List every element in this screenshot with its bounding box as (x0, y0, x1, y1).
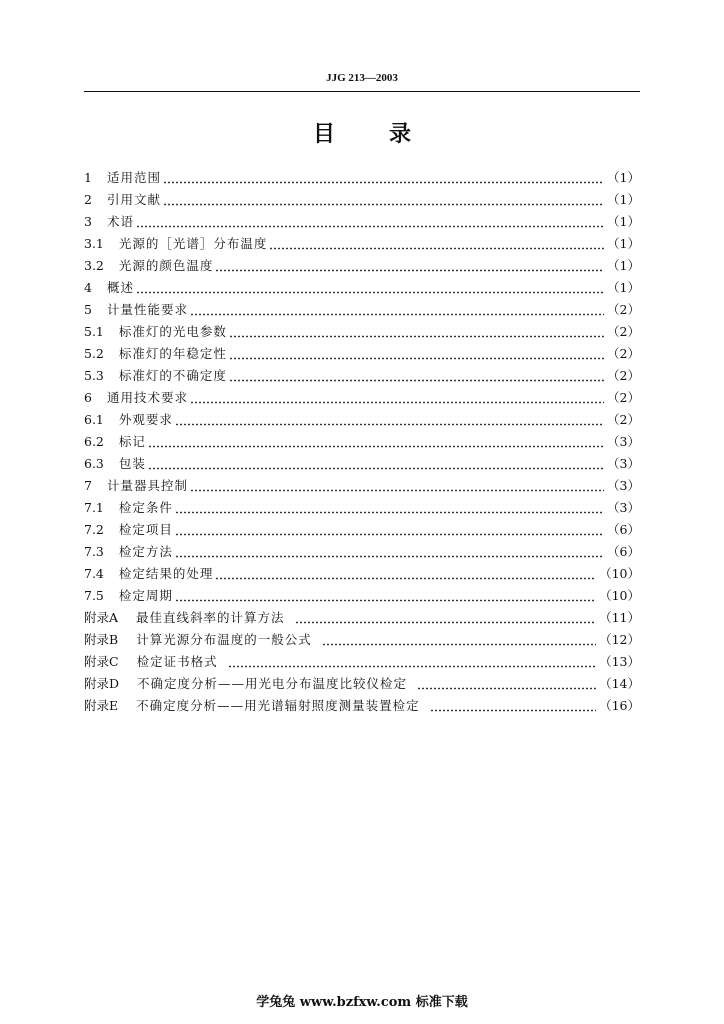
toc-entry (84, 233, 640, 255)
dot-leader (269, 233, 604, 255)
toc-entry (84, 211, 640, 233)
toc-entry (84, 673, 640, 695)
toc-entry-title: 检定条件 (118, 500, 173, 515)
dot-leader (215, 563, 596, 585)
toc-entry-page: （1） (607, 280, 640, 295)
toc-entry-title: 检定周期 (118, 588, 173, 603)
toc-entry-number: 7.1 (84, 500, 104, 515)
dot-leader (295, 607, 597, 629)
toc-entry (84, 453, 640, 475)
toc-entry-title: 不确定度分析——用光谱辐射照度测量装置检定 (136, 698, 420, 713)
toc-entry-title: 标准灯的年稳定性 (118, 346, 227, 361)
toc-entry-number: 5.2 (84, 346, 104, 361)
dot-leader (175, 497, 604, 519)
toc-entry-title: 检定项目 (118, 522, 173, 537)
toc-entry-number: 附录D (84, 676, 120, 691)
toc-entry-title: 计量器具控制 (106, 478, 188, 493)
dot-leader (190, 475, 604, 497)
dot-leader (148, 453, 604, 475)
header-rule (84, 91, 640, 92)
dot-leader (228, 651, 597, 673)
toc-entry-page: （2） (607, 346, 640, 361)
toc-entry-title: 检定方法 (118, 544, 173, 559)
toc-entry-number: 5.3 (84, 368, 104, 383)
toc-entry (84, 519, 640, 541)
toc-entry (84, 387, 640, 409)
toc-entry-page: （16） (599, 698, 640, 713)
toc-entry (84, 607, 640, 629)
toc-entry-title: 最佳直线斜率的计算方法 (136, 610, 285, 625)
toc-entry-page: （3） (607, 456, 640, 471)
dot-leader (163, 167, 604, 189)
toc-entry-page: （10） (599, 566, 640, 581)
toc-entry-page: （2） (607, 368, 640, 383)
toc-entry-number: 附录E (84, 698, 119, 713)
dot-leader (136, 211, 604, 233)
toc-entry (84, 585, 640, 607)
toc-entry-number: 附录C (84, 654, 119, 669)
toc-entry (84, 409, 640, 431)
toc-entry-title: 术语 (106, 214, 134, 229)
toc-entry (84, 651, 640, 673)
toc-entry-title: 标准灯的不确定度 (118, 368, 227, 383)
dot-leader (175, 585, 596, 607)
toc-entry-number: 6.3 (84, 456, 104, 471)
toc-entry-page: （1） (607, 214, 640, 229)
toc-entry-title: 光源的颜色温度 (118, 258, 214, 273)
toc-entry-page: （14） (599, 676, 640, 691)
toc-entry-title: 包装 (118, 456, 146, 471)
toc-entry (84, 563, 640, 585)
toc-entry (84, 475, 640, 497)
toc-entry (84, 167, 640, 189)
toc-entry-page: （3） (607, 434, 640, 449)
toc-entry-number: 7.3 (84, 544, 104, 559)
toc-entry (84, 431, 640, 453)
toc-entry (84, 343, 640, 365)
dot-leader (322, 629, 596, 651)
toc-entry-number: 6.1 (84, 412, 104, 427)
dot-leader (175, 541, 604, 563)
toc-entry-number: 3.1 (84, 236, 104, 251)
toc-entry-number: 4 (84, 280, 92, 295)
toc-entry-number: 附录A (84, 610, 119, 625)
toc-entry-title: 外观要求 (118, 412, 173, 427)
toc-entry-page: （11） (599, 610, 640, 625)
toc-entry-page: （10） (599, 588, 640, 603)
page-title: 目录 (312, 121, 465, 147)
toc-entry-page: （1） (607, 258, 640, 273)
dot-leader (148, 431, 604, 453)
toc-entry (84, 189, 640, 211)
dot-leader (190, 387, 604, 409)
toc-entry-page: （2） (607, 390, 640, 405)
toc-entry-title: 不确定度分析——用光电分布温度比较仪检定 (137, 676, 408, 691)
toc-entry-page: （12） (599, 632, 640, 647)
toc-entry-title: 计算光源分布温度的一般公式 (136, 632, 312, 647)
toc-entry-page: （3） (607, 500, 640, 515)
toc-entry-number: 7.2 (84, 522, 104, 537)
toc-entry-number: 1 (84, 170, 92, 185)
toc-entry (84, 497, 640, 519)
dot-leader (163, 189, 604, 211)
toc-entry-title: 检定证书格式 (136, 654, 218, 669)
toc-entry (84, 365, 640, 387)
dot-leader (190, 299, 604, 321)
dot-leader (430, 695, 596, 717)
toc-entry (84, 541, 640, 563)
toc-entry-page: （1） (607, 236, 640, 251)
toc-entry-title: 标准灯的光电参数 (118, 324, 227, 339)
toc-entry-number: 7.4 (84, 566, 104, 581)
toc-entry-page: （1） (607, 192, 640, 207)
dot-leader (417, 673, 596, 695)
toc-entry (84, 299, 640, 321)
toc-entry-number: 6.2 (84, 434, 104, 449)
toc-entry-number: 3 (84, 214, 92, 229)
dot-leader (136, 277, 604, 299)
toc-entry-page: （2） (607, 412, 640, 427)
toc-entry-title: 适用范围 (106, 170, 161, 185)
toc-entry-number: 附录B (84, 632, 119, 647)
toc-entry (84, 695, 640, 717)
toc-entry-page: （3） (607, 478, 640, 493)
table-of-contents (84, 167, 640, 717)
toc-entry-number: 7 (84, 478, 92, 493)
dot-leader (229, 321, 604, 343)
toc-entry (84, 277, 640, 299)
document-code: JJG 213—2003 (326, 72, 398, 84)
toc-entry-title: 检定结果的处理 (118, 566, 214, 581)
toc-entry-title: 引用文献 (106, 192, 161, 207)
dot-leader (229, 365, 604, 387)
toc-entry (84, 629, 640, 651)
toc-entry-number: 3.2 (84, 258, 104, 273)
toc-entry-title: 概述 (106, 280, 134, 295)
toc-entry (84, 321, 640, 343)
dot-leader (215, 255, 604, 277)
toc-entry-page: （2） (607, 302, 640, 317)
dot-leader (229, 343, 604, 365)
toc-entry-title: 计量性能要求 (106, 302, 188, 317)
toc-entry-page: （6） (607, 544, 640, 559)
toc-entry-page: （2） (607, 324, 640, 339)
dot-leader (175, 519, 604, 541)
toc-entry-page: （13） (599, 654, 640, 669)
footer-watermark: 学兔兔 www.bzfxw.com 标准下载 (256, 995, 468, 1010)
toc-entry-number: 7.5 (84, 588, 104, 603)
toc-entry-number: 6 (84, 390, 92, 405)
toc-entry-number: 2 (84, 192, 92, 207)
toc-entry-page: （6） (607, 522, 640, 537)
toc-entry-number: 5 (84, 302, 92, 317)
dot-leader (175, 409, 604, 431)
toc-entry-title: 通用技术要求 (106, 390, 188, 405)
toc-entry-title: 标记 (118, 434, 146, 449)
toc-entry (84, 255, 640, 277)
toc-entry-number: 5.1 (84, 324, 104, 339)
toc-entry-page: （1） (607, 170, 640, 185)
toc-entry-title: 光源的［光谱］分布温度 (118, 236, 268, 251)
